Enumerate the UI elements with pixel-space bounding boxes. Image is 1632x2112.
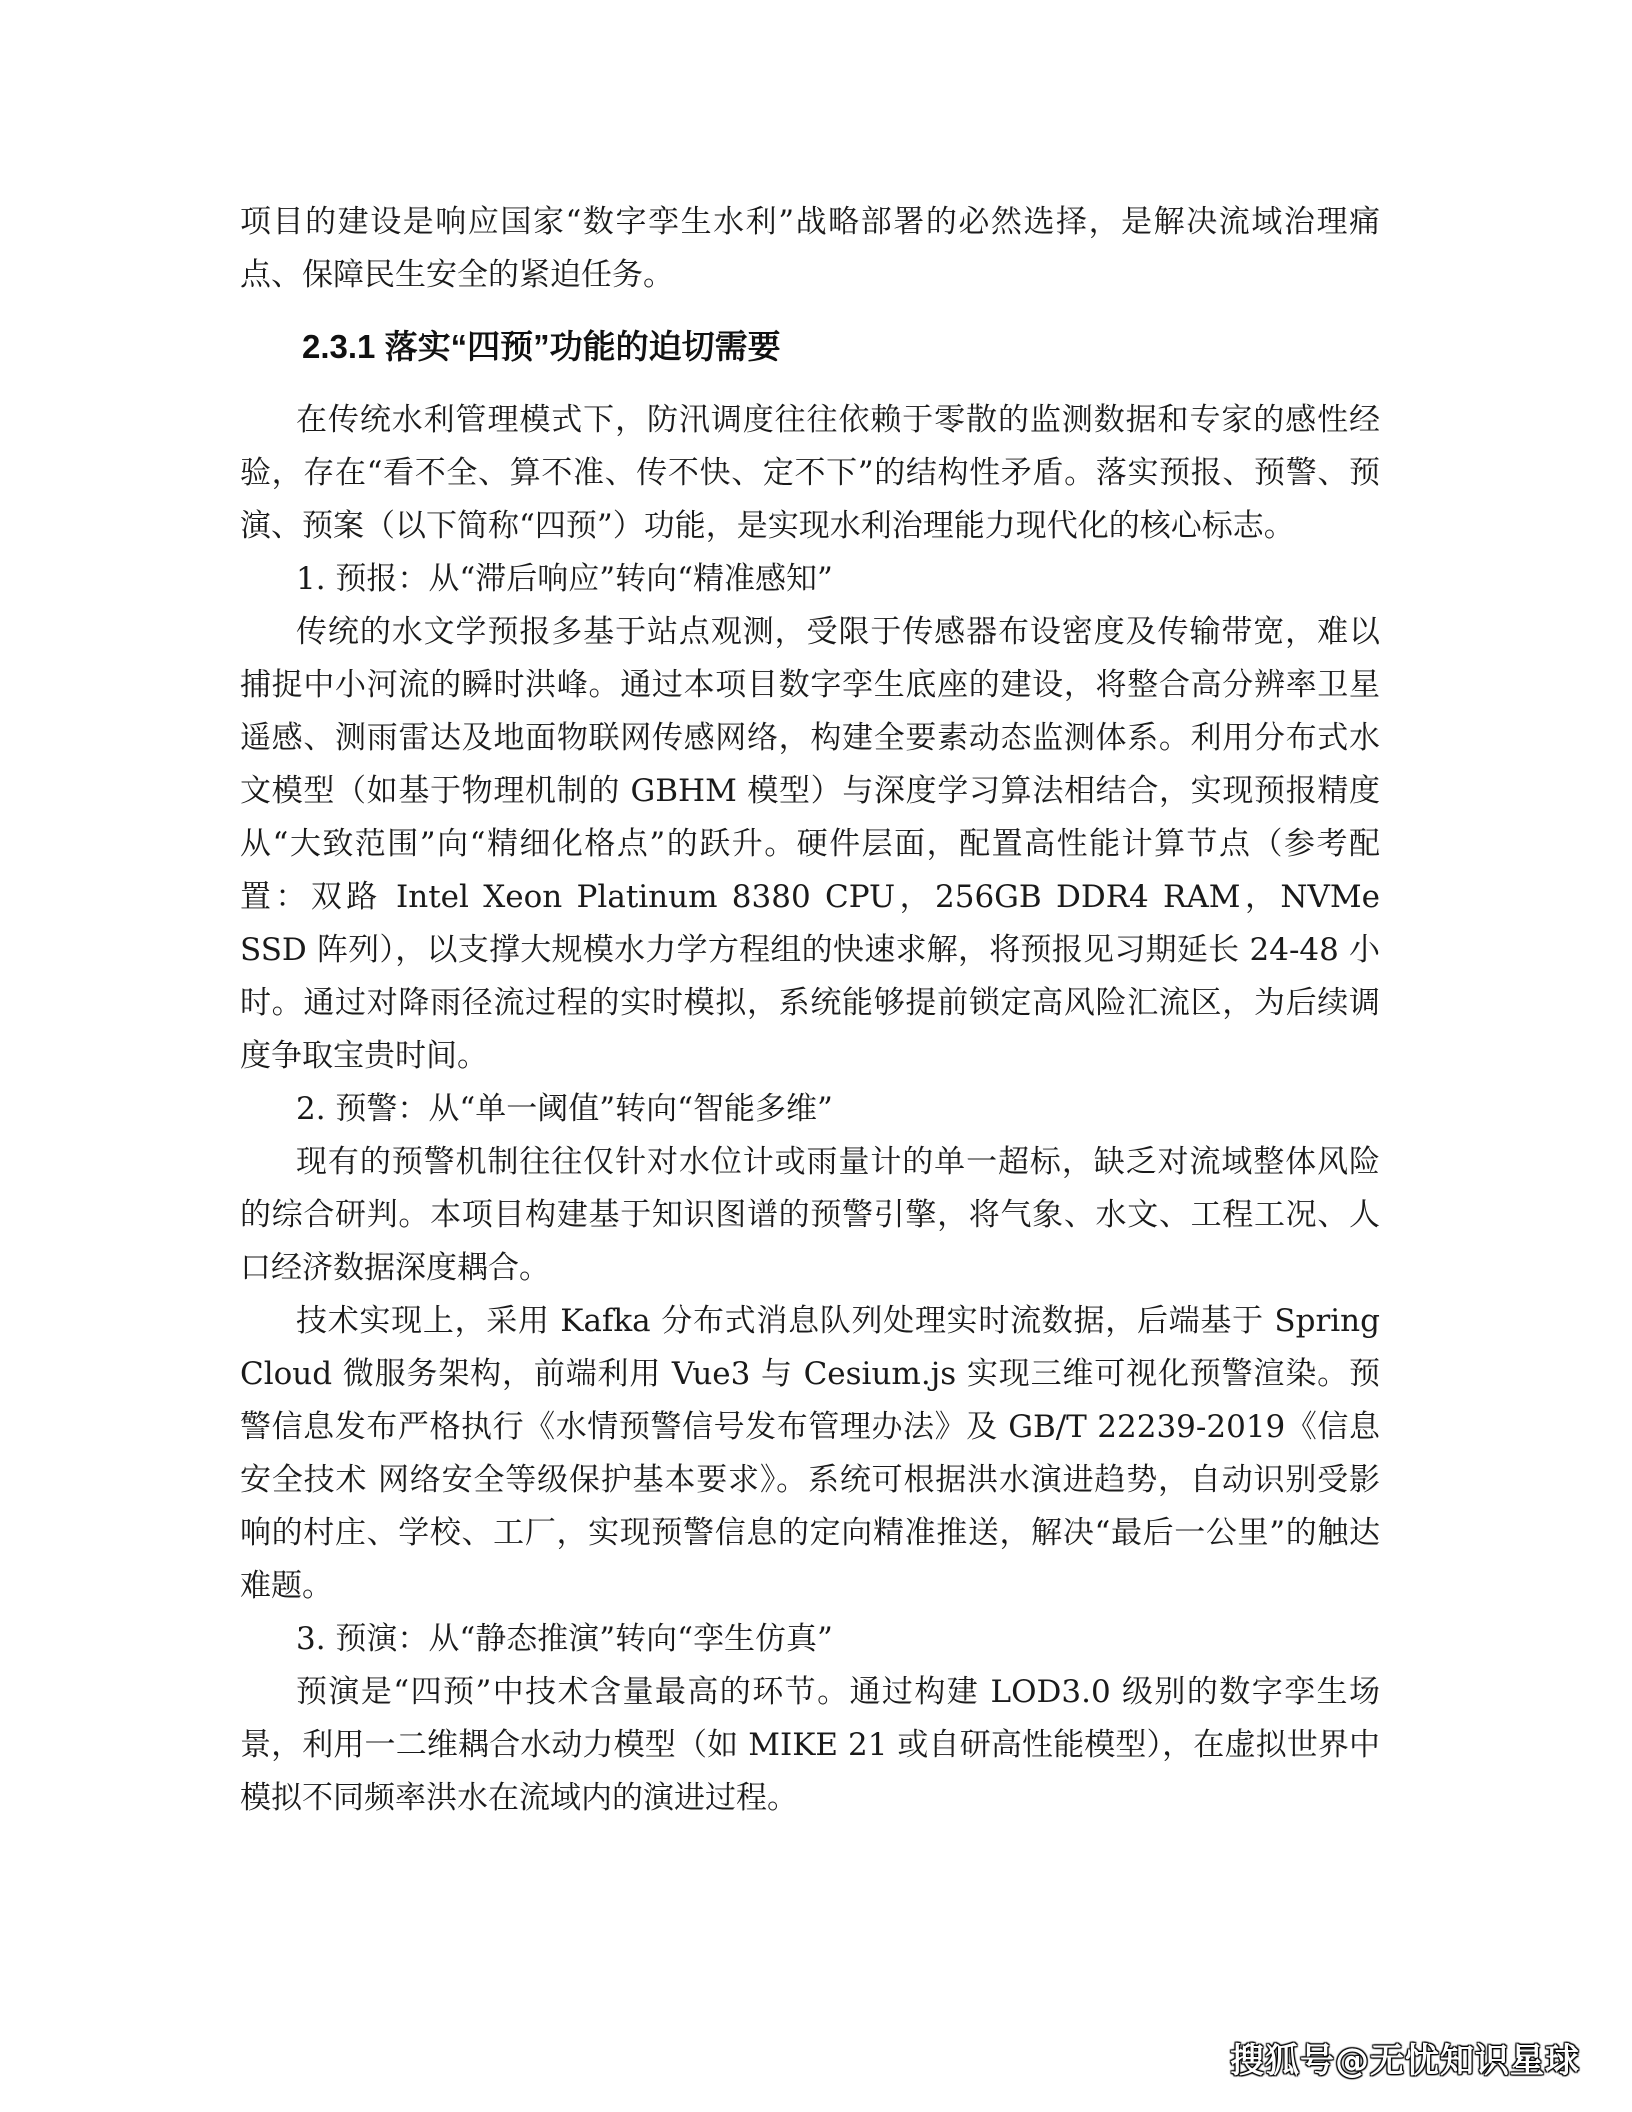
- item-2-title: 2. 预警：从“单一阈值”转向“智能多维”: [296, 1091, 833, 1127]
- watermark: 搜狐号@无忧知识星球: [1230, 2041, 1580, 2081]
- section-heading: 2.3.1 落实“四预”功能的迫切需要: [302, 328, 781, 365]
- item-3-title: 3. 预演：从“静态推演”转向“孪生仿真”: [296, 1621, 833, 1657]
- intro-paragraph: 项目的建设是响应国家“数字孪生水利”战略部署的必然选择，是解决流域治理痛点、保障民生安全的紧迫任务。: [240, 204, 1380, 293]
- item-1-title: 1. 预报：从“滞后响应”转向“精准感知”: [296, 561, 833, 597]
- item-2-body-1: 现有的预警机制往往仅针对水位计或雨量计的单一超标，缺乏对流域整体风险的综合研判。本项目构建基于知识图谱的预警引擎，将气象、水文、工程工况、人口经济数据深度耦合。: [240, 1144, 1380, 1286]
- item-1-body: 传统的水文学预报多基于站点观测，受限于传感器布设密度及传输带宽，难以捕捉中小河流的瞬时洪峰。通过本项目数字孪生底座的建设，将整合高分辨率卫星遥感、测雨雷达及地面物联网传感网络，构建全要素动态监测体系。利用分布式水文模型（如基于物理机制的 GBHM 模型）与深度学习算法相结合，实现预报精度从“大致范围”向“精细化格点”的跃升。硬件层面，配置高性能计算节点（参考配置：双路 Intel Xeon Platinum 8380 CPU，256GB DDR4 RAM，NVMe SSD 阵列），以支撑大规模水力学方程组的快速求解，将预报见习期延长 24-48 小时。通过对降雨径流过程的实时模拟，系统能够提前锁定高风险汇流区，为后续调度争取宝贵时间。: [240, 614, 1380, 1074]
- item-2-body-2: 技术实现上，采用 Kafka 分布式消息队列处理实时流数据，后端基于 Spring Cloud 微服务架构，前端利用 Vue3 与 Cesium.js 实现三维可视化预警渲染。预警信息发布严格执行《水情预警信号发布管理办法》及 GB/T 22239-2019《信息安全技术 网络安全等级保护基本要求》。系统可根据洪水演进趋势，自动识别受影响的村庄、学校、工厂，实现预警信息的定向精准推送，解决“最后一公里”的触达难题。: [240, 1303, 1380, 1604]
- item-3-body: 预演是“四预”中技术含量最高的环节。通过构建 LOD3.0 级别的数字孪生场景，利用一二维耦合水动力模型（如 MIKE 21 或自研高性能模型），在虚拟世界中模拟不同频率洪水在流域内的演进过程。: [240, 1674, 1380, 1816]
- document-body: [240, 196, 1380, 1825]
- section-intro-paragraph: 在传统水利管理模式下，防汛调度往往依赖于零散的监测数据和专家的感性经验，存在“看不全、算不准、传不快、定不下”的结构性矛盾。落实预报、预警、预演、预案（以下简称“四预”）功能，是实现水利治理能力现代化的核心标志。: [240, 402, 1380, 544]
